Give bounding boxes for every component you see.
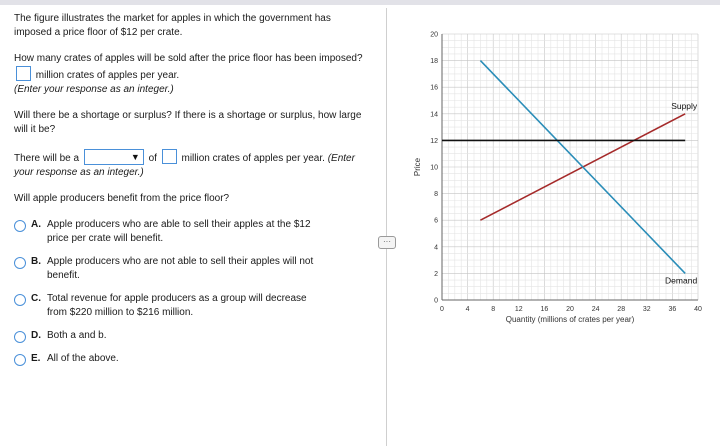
x-tick-label: 36 — [668, 306, 677, 313]
option-letter: E. — [31, 353, 41, 364]
radio-c[interactable] — [14, 294, 26, 306]
y-axis-label: Price — [413, 157, 422, 177]
option-e[interactable] — [14, 352, 364, 366]
option-letter: B. — [31, 256, 41, 267]
market-chart — [398, 22, 714, 340]
q3-of: of — [148, 153, 157, 164]
quantity-sold-input[interactable] — [16, 66, 31, 81]
x-axis-label: Quantity (millions of crates per year) — [505, 315, 635, 324]
y-tick-label: 14 — [430, 111, 438, 119]
radio-e[interactable] — [14, 354, 26, 366]
y-tick-label: 18 — [430, 58, 438, 66]
q3-hint: (Enter your response as an integer.) — [14, 153, 355, 178]
y-tick-label: 10 — [430, 164, 438, 172]
option-d[interactable] — [14, 329, 364, 343]
option-a[interactable] — [14, 218, 364, 246]
demand-label: Demand — [665, 275, 698, 286]
q3-suffix: million crates of apples per year. — [181, 153, 325, 164]
option-text: Apple producers who are able to sell their apples at the $12 price per crate will benefit. — [47, 219, 311, 244]
y-tick-label: 0 — [434, 297, 438, 305]
x-tick-label: 40 — [694, 306, 702, 313]
question-3 — [14, 149, 364, 180]
option-text: All of the above. — [47, 353, 119, 364]
answer-options — [14, 218, 364, 366]
shortage-surplus-dropdown[interactable] — [84, 149, 144, 165]
y-tick-label: 4 — [434, 244, 438, 252]
option-text: Both a and b. — [47, 330, 107, 341]
radio-d[interactable] — [14, 331, 26, 343]
question-4: Will apple producers benefit from the price floor? — [14, 193, 230, 204]
question-2: Will there be a shortage or surplus? If there is a shortage or surplus, how large will it be? — [14, 110, 362, 135]
y-tick-label: 20 — [430, 31, 438, 39]
y-tick-label: 2 — [434, 270, 438, 278]
option-b[interactable] — [14, 255, 364, 283]
top-bar — [0, 0, 720, 5]
supply-label: Supply — [671, 100, 698, 111]
q1-hint: (Enter your response as an integer.) — [14, 84, 174, 95]
y-tick-label: 6 — [434, 217, 438, 225]
amount-input[interactable] — [162, 149, 177, 164]
option-letter: C. — [31, 293, 41, 304]
x-tick-label: 24 — [591, 306, 600, 313]
question-panel — [14, 12, 364, 375]
option-letter: D. — [31, 330, 41, 341]
y-tick-label: 16 — [430, 84, 438, 92]
x-tick-label: 4 — [465, 306, 470, 313]
option-text: Apple producers who are not able to sell their apples will not benefit. — [47, 256, 314, 281]
x-tick-label: 8 — [491, 306, 496, 313]
option-letter: A. — [31, 219, 41, 230]
x-tick-label: 0 — [440, 306, 444, 313]
y-tick-label: 8 — [434, 191, 438, 199]
q1-prefix: How many crates of apples will be sold after the price floor has been imposed? — [14, 53, 363, 64]
divider-handle[interactable]: ··· — [378, 236, 396, 249]
y-tick-label: 12 — [430, 137, 438, 145]
q1-suffix: million crates of apples per year. — [35, 70, 180, 81]
x-tick-label: 20 — [566, 306, 574, 313]
option-c[interactable] — [14, 292, 364, 320]
radio-b[interactable] — [14, 257, 26, 269]
panel-divider — [386, 8, 387, 446]
radio-a[interactable] — [14, 220, 26, 232]
q3-prefix: There will be a — [14, 153, 80, 164]
x-tick-label: 28 — [617, 306, 626, 313]
intro-text: The figure illustrates the market for apples in which the government has imposed a price floor of $12 per crate. — [14, 13, 331, 38]
option-text: Total revenue for apple producers as a group will decrease from $220 million to $216 million. — [47, 293, 307, 318]
x-tick-label: 16 — [540, 306, 549, 313]
x-tick-label: 12 — [514, 306, 523, 313]
dropdown-arrow-icon: ▼ — [130, 152, 140, 162]
x-tick-label: 32 — [642, 306, 651, 313]
question-1 — [14, 52, 364, 97]
